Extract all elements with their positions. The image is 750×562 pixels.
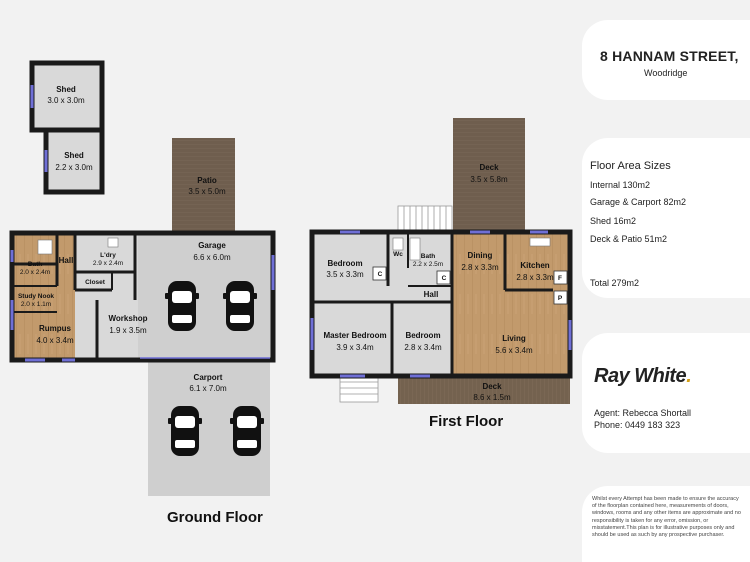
closet-c2-label: C xyxy=(441,275,447,282)
bedroom2-name: Bedroom xyxy=(405,331,441,340)
patio xyxy=(172,138,235,234)
garage-dims: 6.6 x 6.0m xyxy=(193,253,231,262)
shed-block xyxy=(32,63,102,192)
area-deck-patio: Deck & Patio 51m2 xyxy=(590,234,668,244)
shed2-dims: 2.2 x 3.0m xyxy=(55,163,93,172)
floor-area-card xyxy=(582,138,750,298)
bedroom1-dims: 3.5 x 3.3m xyxy=(326,270,364,279)
master-bedroom-name: Master Bedroom xyxy=(323,331,387,340)
study-dims: 2.0 x 1.1m xyxy=(20,301,52,308)
gf-hall-name: Hall xyxy=(58,256,74,265)
bedroom1-name: Bedroom xyxy=(327,259,363,268)
carport-name: Carport xyxy=(193,373,223,382)
workshop-name: Workshop xyxy=(108,314,148,323)
shed1-name: Shed xyxy=(56,85,76,94)
area-internal: Internal 130m2 xyxy=(590,180,651,190)
ray-white-logo xyxy=(594,365,691,388)
living-name: Living xyxy=(502,334,526,343)
ff-bath-dims: 2.2 x 2.5m xyxy=(412,261,444,268)
floor-area-heading: Floor Area Sizes xyxy=(590,160,671,172)
area-garage-carport: Garage & Carport 82m2 xyxy=(590,197,687,207)
ff-hall-name: Hall xyxy=(423,290,439,299)
deck-bottom-dims: 8.6 x 1.5m xyxy=(473,393,511,402)
pantry-label: P xyxy=(557,295,563,302)
kitchen-dims: 2.8 x 3.3m xyxy=(516,273,554,282)
master-bedroom-dims: 3.9 x 3.4m xyxy=(336,343,374,352)
wc-name: Wc xyxy=(393,251,403,258)
logo-mark: . xyxy=(686,365,692,387)
deck-top-dims: 3.5 x 5.8m xyxy=(470,175,508,184)
agent-name: Agent: Rebecca Shortall xyxy=(594,408,692,418)
car-icon xyxy=(230,406,264,456)
gf-bath-name: Bath xyxy=(27,261,43,268)
bedroom2-dims: 2.8 x 3.4m xyxy=(404,343,442,352)
car-icon xyxy=(165,281,199,331)
deck-top-name: Deck xyxy=(479,163,499,172)
area-total: Total 279m2 xyxy=(590,278,640,288)
study-name: Study Nook xyxy=(17,293,55,300)
carport-dims: 6.1 x 7.0m xyxy=(189,384,227,393)
patio-name: Patio xyxy=(197,176,217,185)
living-dims: 5.6 x 3.4m xyxy=(495,346,533,355)
rumpus-dims: 4.0 x 3.4m xyxy=(36,336,74,345)
shed1-dims: 3.0 x 3.0m xyxy=(47,96,85,105)
ff-bath-name: Bath xyxy=(420,253,436,260)
fridge-label: F xyxy=(558,275,562,282)
address-card xyxy=(582,20,750,100)
address-suburb: Woodridge xyxy=(644,68,688,78)
ldry-name: L'dry xyxy=(100,252,116,259)
car-icon xyxy=(223,281,257,331)
disclaimer-card xyxy=(582,486,750,562)
dining-name: Dining xyxy=(467,251,493,260)
closet-c1-label: C xyxy=(377,271,383,278)
area-shed: Shed 16m2 xyxy=(590,216,637,226)
gf-bath-dims: 2.0 x 2.4m xyxy=(19,269,51,276)
deck-bottom-name: Deck xyxy=(482,382,502,391)
car-icon xyxy=(168,406,202,456)
dining-dims: 2.8 x 3.3m xyxy=(461,263,499,272)
address-street: 8 HANNAM STREET, xyxy=(600,48,739,64)
workshop-dims: 1.9 x 3.5m xyxy=(109,326,147,335)
first-floor-title: First Floor xyxy=(429,413,504,430)
garage-name: Garage xyxy=(198,241,226,250)
agent-phone: Phone: 0449 183 323 xyxy=(594,420,681,430)
rumpus-name: Rumpus xyxy=(39,324,71,333)
patio-dims: 3.5 x 5.0m xyxy=(188,187,226,196)
shed2-name: Shed xyxy=(64,151,84,160)
closet-name: Closet xyxy=(85,279,105,286)
agent-card xyxy=(582,333,750,453)
disclaimer-text: Whilst every Attempt has been made to ensure the accuracy of the floorplan contained here, measurements of doors, windows, rooms and any other items are approximate and no responsibility is taken for any error, omission, or misstatement.This plan is for illustrative purposes only and should be used as such by any prospective purchaser. xyxy=(592,496,741,539)
ldry-dims: 2.9 x 2.4m xyxy=(92,260,124,267)
logo-text: Ray White xyxy=(594,365,687,387)
kitchen-name: Kitchen xyxy=(520,261,550,270)
ground-floor-title: Ground Floor xyxy=(167,509,263,526)
